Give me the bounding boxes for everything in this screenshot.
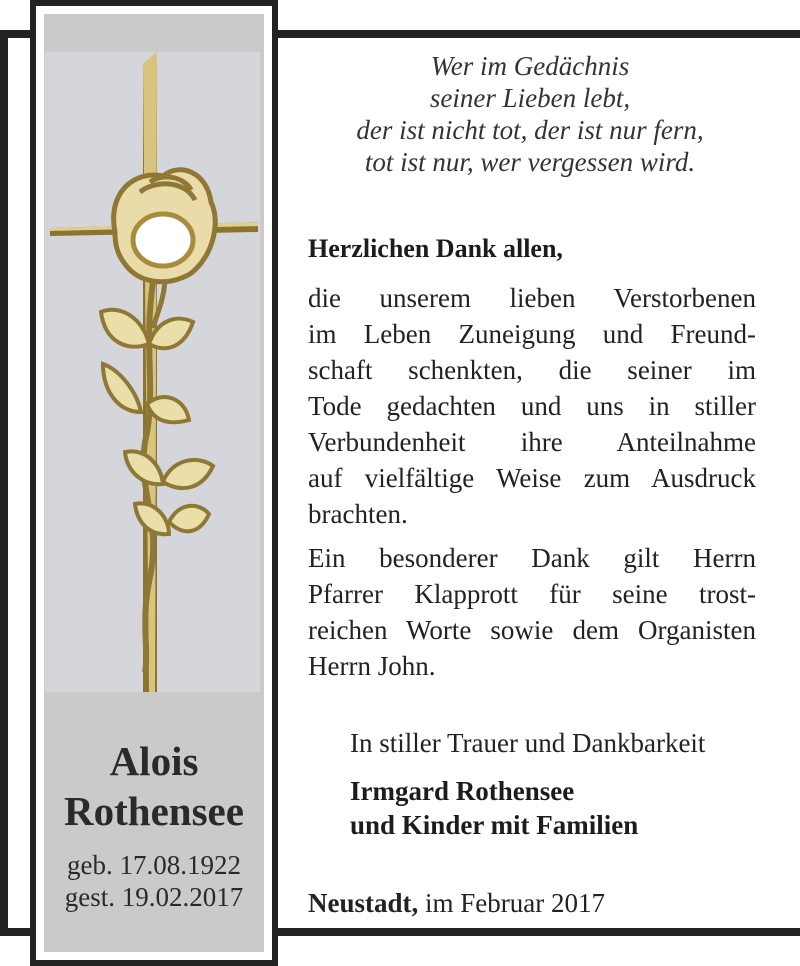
paragraph-line: Ein besonderer Dank gilt Herrn [308,543,756,573]
thanks-heading: Herzlichen Dank allen, [308,234,563,263]
poem-line: der ist nicht tot, der ist nur fern, [356,115,704,145]
paragraph-line: die unserem lieben Verstorbenen [308,283,756,313]
cross-with-rose-illustration [45,52,260,692]
thanks-paragraph [308,280,756,532]
paragraph-line: reichen Worte sowie dem Organisten [308,615,756,645]
poem-line: seiner Lieben lebt, [429,83,631,113]
deceased-last-name: Rothensee [64,788,244,834]
special-thanks-paragraph [308,540,756,684]
place-city: Neustadt, [308,888,419,918]
paragraph-line: Tode gedachten und uns in stiller [308,391,756,421]
birth-date: geb. 17.08.1922 [67,850,241,880]
signer-name: Irmgard Rothensee [350,776,575,806]
paragraph-line: im Leben Zuneigung und Freund- [308,319,756,349]
memorial-poem [300,50,760,178]
poem-line: tot ist nur, wer vergessen wird. [364,147,696,177]
signer-family: und Kinder mit Familien [350,810,639,840]
death-date: gest. 19.02.2017 [64,882,244,912]
place-and-date [308,888,605,919]
outer-frame-left [0,30,34,936]
poem-line: Wer im Gedächnis [430,51,630,81]
paragraph-line: Verbundenheit ihre Anteilnahme [308,427,756,457]
paragraph-line: Herrn John. [308,651,436,681]
paragraph-line: brachten. [308,499,408,529]
paragraph-line: auf vielfältige Weise zum Ausdruck [308,463,756,493]
paragraph-line: Pfarrer Klapprott für seine trost- [308,579,756,609]
paragraph-line: schaft schenkten, die seiner im [308,355,756,385]
deceased-first-name: Alois [109,738,199,784]
closing-phrase: In stiller Trauer und Dankbarkeit [350,728,706,758]
place-date: im Februar 2017 [425,888,605,918]
